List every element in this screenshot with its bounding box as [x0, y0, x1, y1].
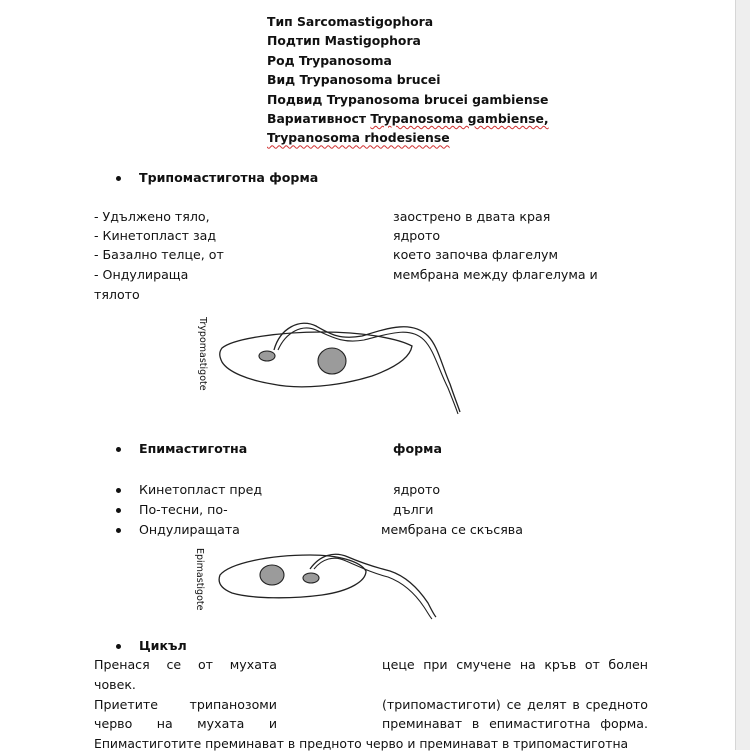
trypo-line-right: което започва флагелум	[393, 247, 558, 262]
bullet-dot	[116, 528, 121, 533]
cycle-word: мухата	[229, 657, 277, 672]
trypo-line-left: - Ондулираща	[94, 267, 189, 282]
trypomastigote-diagram	[212, 310, 468, 420]
cycle-word: трипанозоми	[189, 697, 277, 712]
taxonomy-subtype: Подтип Mastigophora	[267, 33, 421, 49]
trypo-line-right: мембрана между флагелума и	[393, 267, 598, 282]
cycle-word: (трипомастиготи)	[382, 697, 501, 712]
taxonomy-variety-prefix: Вариативност	[267, 111, 367, 127]
cycle-word: кръв	[544, 657, 577, 672]
cycle-word: при	[423, 657, 448, 672]
kinetoplast-dot	[303, 573, 319, 583]
epi-heading-right: форма	[393, 441, 442, 456]
epimastigote-figure-label: Epimastigote	[194, 548, 205, 611]
cycle-word: болен	[608, 657, 648, 672]
taxonomy-genus: Род Trypanosoma	[267, 52, 392, 68]
bullet-dot	[116, 488, 121, 493]
nucleus-circle	[318, 348, 346, 374]
cycle-line-5: Епимастиготите преминават в предното черво и преминават в трипомастиготна	[94, 736, 629, 751]
trypo-heading: Трипомастиготна форма	[139, 170, 319, 185]
epi-heading-left: Епимастиготна	[139, 441, 248, 456]
trypomastigote-figure-label: Trypomastigote	[197, 317, 208, 391]
epi-item-right: дълги	[393, 502, 434, 517]
cycle-word: от	[197, 657, 213, 672]
cycle-line-3	[94, 697, 648, 715]
cycle-heading: Цикъл	[139, 638, 187, 653]
epi-item-right: ядрото	[393, 482, 441, 497]
cycle-word: средното	[585, 697, 648, 712]
trypomastigote-body	[220, 332, 412, 387]
trypo-line-left: - Кинетопласт зад	[94, 228, 217, 243]
cycle-word: и	[268, 716, 277, 731]
cycle-line-4	[94, 716, 648, 734]
bullet-dot	[116, 644, 121, 649]
taxonomy-block	[267, 12, 549, 148]
epimastigote-body	[219, 555, 366, 598]
cycle-word: делят	[527, 697, 567, 712]
taxonomy-variety-b: Trypanosoma rhodesiense	[267, 130, 450, 146]
taxonomy-type: Тип Sarcomastigophora	[267, 14, 434, 29]
epimastigote-flagellum	[314, 558, 432, 619]
epi-item-left: Кинетопласт пред	[139, 482, 263, 497]
cycle-word: черво	[94, 716, 133, 731]
epi-item-left: По-тесни, по-	[139, 502, 228, 517]
taxonomy-species: Вид Trypanosoma brucei	[267, 72, 441, 88]
page-scroll-edge	[735, 0, 750, 750]
cycle-word: се	[506, 697, 522, 712]
cycle-word: епимастиготна	[489, 716, 591, 731]
cycle-word: мухата	[197, 716, 245, 731]
trypo-continuation: тялото	[94, 287, 140, 302]
cycle-word: на	[519, 657, 536, 672]
epimastigote-diagram	[210, 541, 446, 621]
taxonomy-variety-a: Trypanosoma gambiense,	[370, 111, 549, 127]
cycle-word: в	[471, 716, 480, 731]
epi-item-right: мембрана се скъсява	[381, 522, 523, 537]
cycle-word: Приетите	[94, 697, 159, 712]
taxonomy-variety-line	[267, 109, 549, 128]
trypo-line-right: заострено в двата края	[393, 209, 551, 224]
trypo-line-left: - Базално телце, от	[94, 247, 224, 262]
trypo-line-right: ядрото	[393, 228, 441, 243]
kinetoplast-dot	[259, 351, 275, 361]
cycle-word: се	[166, 657, 182, 672]
bullet-dot	[116, 447, 121, 452]
cycle-word: Пренася	[94, 657, 150, 672]
cycle-word: смучене	[456, 657, 512, 672]
cycle-line-1	[94, 657, 648, 675]
bullet-dot	[116, 508, 121, 513]
cycle-word: в	[572, 697, 580, 712]
epimastigote-membrane	[310, 554, 436, 617]
bullet-dot	[116, 176, 121, 181]
nucleus-circle	[260, 565, 284, 585]
cycle-word: преминават	[382, 716, 463, 731]
cycle-word: на	[156, 716, 173, 731]
trypomastigote-membrane	[274, 323, 460, 412]
trypomastigote-flagellum	[278, 328, 458, 414]
trypo-line-left: - Удължено тяло,	[94, 209, 210, 224]
cycle-word: от	[584, 657, 600, 672]
taxonomy-subspecies: Подвид Trypanosoma brucei gambiense	[267, 91, 549, 107]
cycle-word: форма.	[600, 716, 648, 731]
epi-item-left: Ондулиращата	[139, 522, 240, 537]
cycle-word: цеце	[382, 657, 415, 672]
cycle-line-2: човек.	[94, 677, 136, 692]
